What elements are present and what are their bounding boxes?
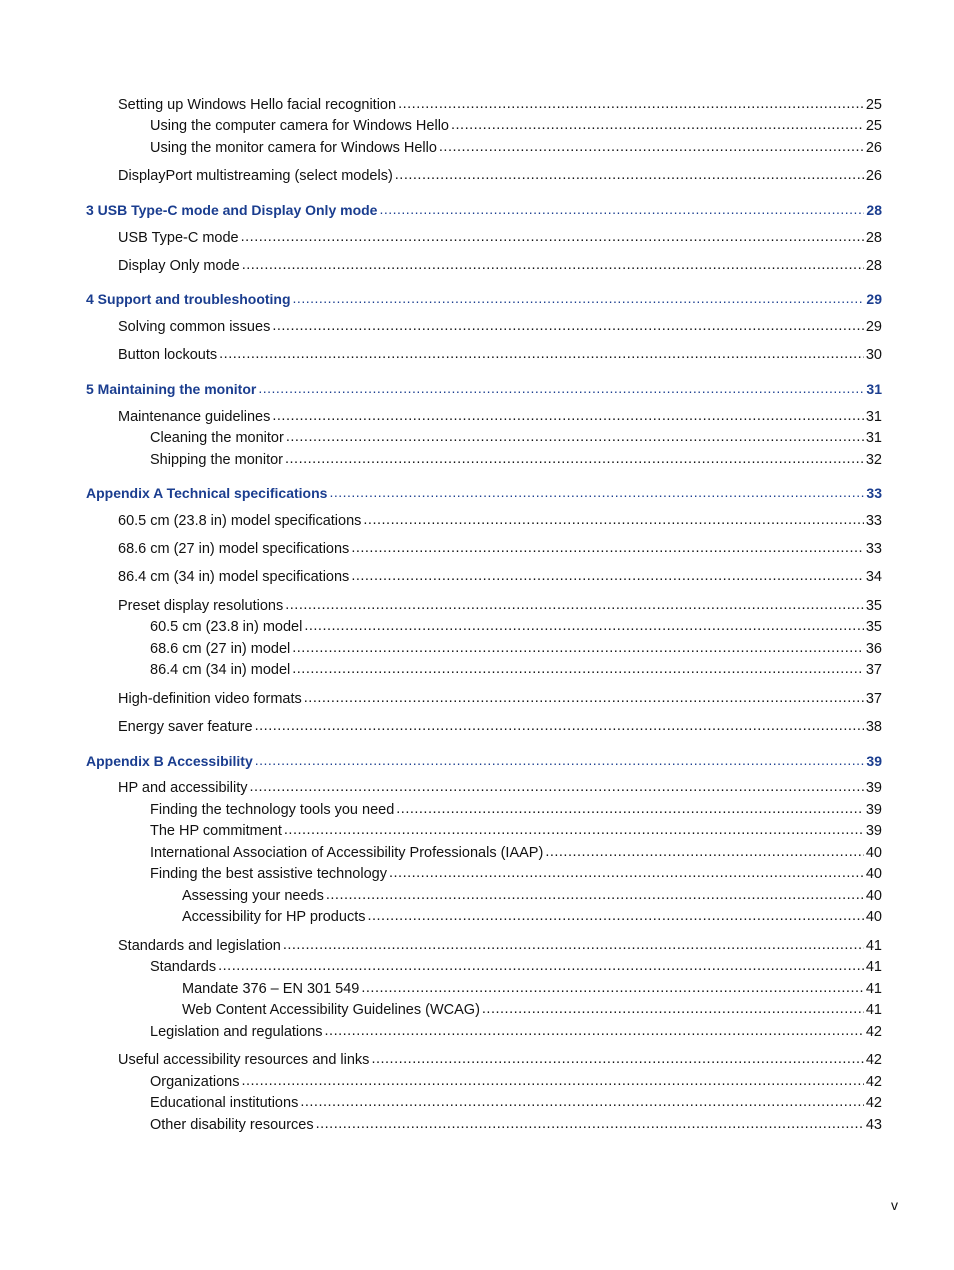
toc-entry[interactable] xyxy=(118,318,882,336)
dot-leader xyxy=(272,317,864,335)
toc-entry[interactable] xyxy=(118,779,882,797)
toc-entry-page: 37 xyxy=(865,662,882,678)
toc-entry[interactable] xyxy=(150,661,882,679)
toc-entry[interactable] xyxy=(182,980,882,998)
toc-entry-title: Shipping the monitor xyxy=(150,452,283,468)
toc-entry-page: 36 xyxy=(865,641,882,657)
toc-entry-page: 26 xyxy=(865,140,882,156)
dot-leader xyxy=(379,200,864,218)
dot-leader xyxy=(272,407,864,425)
toc-entry[interactable] xyxy=(118,257,882,275)
dot-leader xyxy=(258,379,864,397)
dot-leader xyxy=(371,1050,863,1068)
toc-entry-page: 42 xyxy=(865,1052,882,1068)
dot-leader xyxy=(389,864,864,882)
dot-leader xyxy=(304,617,864,635)
dot-leader xyxy=(241,1072,863,1090)
page-number: v xyxy=(891,1197,898,1213)
toc-entry-page: 33 xyxy=(865,541,882,557)
dot-leader xyxy=(241,228,864,246)
dot-leader xyxy=(284,821,864,839)
toc-entry[interactable] xyxy=(150,865,882,883)
toc-entry[interactable] xyxy=(118,690,882,708)
toc-entry[interactable] xyxy=(150,640,882,658)
toc-entry[interactable] xyxy=(182,908,882,926)
toc-entry-page: 33 xyxy=(866,485,882,501)
dot-leader xyxy=(242,256,864,274)
toc-chapter-entry[interactable] xyxy=(86,380,882,398)
toc-entry[interactable] xyxy=(118,718,882,736)
toc-entry-page: 39 xyxy=(865,802,882,818)
toc-entry[interactable] xyxy=(118,512,882,530)
toc-entry-page: 31 xyxy=(866,381,882,397)
toc-entry-title: Web Content Accessibility Guidelines (WCAG) xyxy=(182,1002,480,1018)
toc-entry-page: 43 xyxy=(865,1117,882,1133)
toc-entry[interactable] xyxy=(150,429,882,447)
dot-leader xyxy=(304,689,864,707)
dot-leader xyxy=(292,660,864,678)
toc-entry-title: Solving common issues xyxy=(118,319,271,335)
dot-leader xyxy=(283,936,864,954)
toc-entry-title: 4 Support and troubleshooting xyxy=(86,291,291,307)
dot-leader xyxy=(351,567,864,585)
toc-entry-title: International Association of Accessibility Professionals (IAAP) xyxy=(150,845,544,861)
toc-entry-title: 68.6 cm (27 in) model xyxy=(150,641,291,657)
toc-entry[interactable] xyxy=(150,1023,882,1041)
dot-leader xyxy=(439,138,864,156)
toc-entry-title: Display Only mode xyxy=(118,258,240,274)
toc-entry[interactable] xyxy=(150,958,882,976)
dot-leader xyxy=(451,116,864,134)
toc-entry-page: 35 xyxy=(865,619,882,635)
toc-chapter-entry[interactable] xyxy=(86,201,882,219)
toc-entry-page: 28 xyxy=(866,202,882,218)
toc-entry[interactable] xyxy=(150,1094,882,1112)
dot-leader xyxy=(396,800,864,818)
dot-leader xyxy=(286,428,864,446)
toc-entry[interactable] xyxy=(118,540,882,558)
toc-entry-page: 26 xyxy=(865,168,882,184)
toc-entry-title: Finding the best assistive technology xyxy=(150,866,387,882)
toc-entry-title: 60.5 cm (23.8 in) model specifications xyxy=(118,513,362,529)
toc-entry-page: 34 xyxy=(865,569,882,585)
toc-entry-page: 40 xyxy=(865,909,882,925)
toc-entry-page: 32 xyxy=(865,452,882,468)
toc-entry-title: HP and accessibility xyxy=(118,780,248,796)
toc-entry-title: Other disability resources xyxy=(150,1117,314,1133)
toc-entry[interactable] xyxy=(150,117,882,135)
toc-entry-title: Accessibility for HP products xyxy=(182,909,366,925)
dot-leader xyxy=(351,539,864,557)
toc-entry-title: 3 USB Type-C mode and Display Only mode xyxy=(86,202,378,218)
toc-chapter-entry[interactable] xyxy=(86,484,882,502)
toc-entry-page: 25 xyxy=(865,97,882,113)
dot-leader xyxy=(395,166,864,184)
toc-chapter-entry[interactable] xyxy=(86,752,882,770)
toc-entry-title: Educational institutions xyxy=(150,1095,299,1111)
toc-entry-title: Maintenance guidelines xyxy=(118,409,271,425)
toc-entry-title: Button lockouts xyxy=(118,347,218,363)
toc-entry[interactable] xyxy=(150,1116,882,1134)
toc-entry[interactable] xyxy=(150,844,882,862)
dot-leader xyxy=(300,1093,864,1111)
toc-entry-page: 30 xyxy=(865,347,882,363)
toc-entry-title: Organizations xyxy=(150,1074,240,1090)
dot-leader xyxy=(326,886,864,904)
dot-leader xyxy=(250,778,864,796)
toc-entry-page: 42 xyxy=(865,1074,882,1090)
toc-chapter-entry[interactable] xyxy=(86,290,882,308)
dot-leader xyxy=(285,596,864,614)
toc-entry[interactable] xyxy=(118,167,882,185)
toc-entry[interactable] xyxy=(118,346,882,364)
dot-leader xyxy=(219,345,864,363)
dot-leader xyxy=(325,1022,864,1040)
dot-leader xyxy=(545,843,864,861)
dot-leader xyxy=(329,483,864,501)
toc-entry-title: Useful accessibility resources and links xyxy=(118,1052,370,1068)
toc-entry[interactable] xyxy=(118,597,882,615)
toc-entry-page: 41 xyxy=(865,938,882,954)
toc-entry-page: 41 xyxy=(865,981,882,997)
toc-entry-title: High-definition video formats xyxy=(118,691,302,707)
toc-entry-title: Finding the technology tools you need xyxy=(150,802,395,818)
toc-entry-page: 37 xyxy=(865,691,882,707)
toc-entry-title: Standards and legislation xyxy=(118,938,281,954)
toc-entry-title: Using the monitor camera for Windows Hello xyxy=(150,140,437,156)
toc-entry-page: 31 xyxy=(865,409,882,425)
toc-entry[interactable] xyxy=(118,1051,882,1069)
toc-entry-page: 41 xyxy=(865,959,882,975)
toc-entry-page: 40 xyxy=(865,845,882,861)
toc-entry-title: The HP commitment xyxy=(150,823,282,839)
toc-entry-title: 68.6 cm (27 in) model specifications xyxy=(118,541,350,557)
toc-entry[interactable] xyxy=(182,887,882,905)
toc-entry[interactable] xyxy=(150,822,882,840)
toc-entry-page: 39 xyxy=(865,823,882,839)
toc-entry-page: 25 xyxy=(865,118,882,134)
toc-entry[interactable] xyxy=(150,1073,882,1091)
toc-entry-title: 5 Maintaining the monitor xyxy=(86,381,257,397)
toc-entry-page: 28 xyxy=(865,230,882,246)
dot-leader xyxy=(255,751,865,769)
toc-entry-page: 35 xyxy=(865,598,882,614)
toc-entry-page: 42 xyxy=(865,1095,882,1111)
toc-entry-title: 86.4 cm (34 in) model xyxy=(150,662,291,678)
toc-entry-title: Preset display resolutions xyxy=(118,598,284,614)
toc-entry-title: 60.5 cm (23.8 in) model xyxy=(150,619,303,635)
toc-entry-page: 39 xyxy=(866,753,882,769)
toc-entry-title: Setting up Windows Hello facial recognition xyxy=(118,97,397,113)
dot-leader xyxy=(316,1115,864,1133)
toc-entry-title: Mandate 376 – EN 301 549 xyxy=(182,981,360,997)
dot-leader xyxy=(482,1000,864,1018)
dot-leader xyxy=(292,639,864,657)
toc-entry-title: Standards xyxy=(150,959,217,975)
toc-entry[interactable] xyxy=(118,229,882,247)
dot-leader xyxy=(398,95,864,113)
toc-entry-title: Energy saver feature xyxy=(118,719,253,735)
toc-entry[interactable] xyxy=(150,139,882,157)
toc-entry-title: Appendix B Accessibility xyxy=(86,753,253,769)
toc-entry-title: 86.4 cm (34 in) model specifications xyxy=(118,569,350,585)
dot-leader xyxy=(293,289,865,307)
toc-entry-page: 29 xyxy=(865,319,882,335)
dot-leader xyxy=(367,907,863,925)
toc-entry-title: USB Type-C mode xyxy=(118,230,239,246)
toc-entry-page: 31 xyxy=(865,430,882,446)
dot-leader xyxy=(255,717,864,735)
toc-entry-page: 41 xyxy=(865,1002,882,1018)
toc-entry[interactable] xyxy=(118,937,882,955)
toc-entry[interactable] xyxy=(150,801,882,819)
toc-entry[interactable] xyxy=(182,1001,882,1019)
toc-entry-title: Assessing your needs xyxy=(182,888,324,904)
toc-entry-title: Legislation and regulations xyxy=(150,1024,323,1040)
toc-entry-title: Cleaning the monitor xyxy=(150,430,284,446)
toc-entry-page: 28 xyxy=(865,258,882,274)
dot-leader xyxy=(363,511,863,529)
dot-leader xyxy=(285,450,864,468)
toc-entry[interactable] xyxy=(150,618,882,636)
toc-entry-page: 40 xyxy=(865,866,882,882)
toc-entry-title: Using the computer camera for Windows Hello xyxy=(150,118,449,134)
toc-entry-page: 39 xyxy=(865,780,882,796)
toc-entry-title: DisplayPort multistreaming (select models) xyxy=(118,168,393,184)
toc-entry[interactable] xyxy=(118,96,882,114)
toc-entry-page: 40 xyxy=(865,888,882,904)
toc-entry[interactable] xyxy=(118,408,882,426)
toc-entry-page: 38 xyxy=(865,719,882,735)
dot-leader xyxy=(361,979,864,997)
toc-entry[interactable] xyxy=(118,568,882,586)
toc-entry-page: 33 xyxy=(865,513,882,529)
toc-entry-title: Appendix A Technical specifications xyxy=(86,485,328,501)
toc-entry-page: 42 xyxy=(865,1024,882,1040)
dot-leader xyxy=(218,957,864,975)
toc-entry[interactable] xyxy=(150,451,882,469)
toc-entry-page: 29 xyxy=(866,291,882,307)
